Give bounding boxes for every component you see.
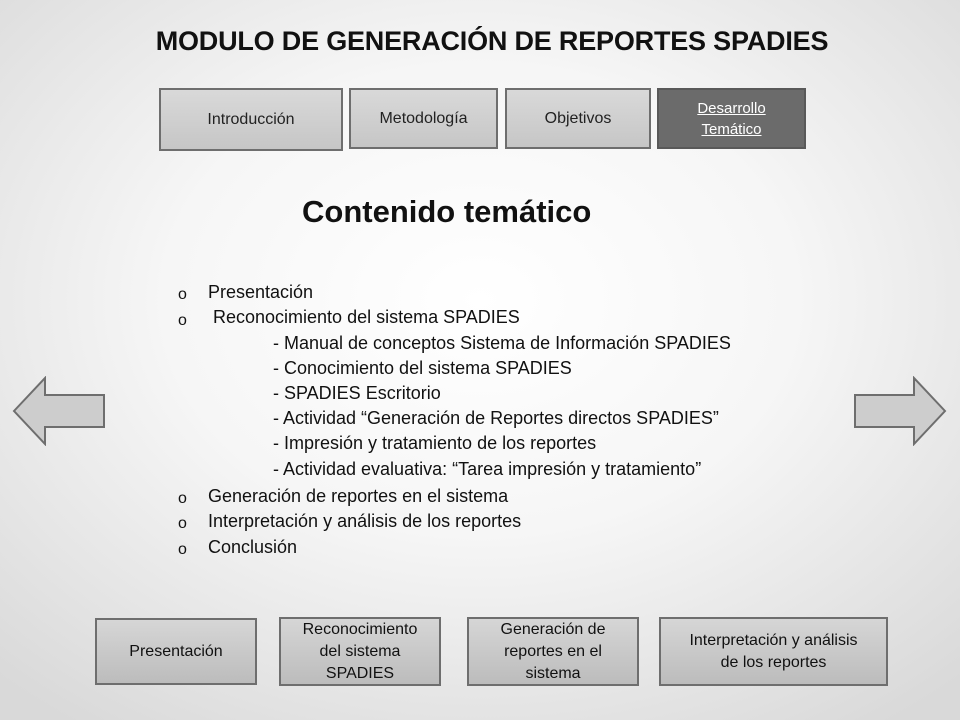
nav-button-label-line2: reportes en el: [504, 642, 602, 660]
tab-label: Objetivos: [544, 109, 612, 127]
nav-button-label-line3: sistema: [525, 664, 581, 682]
page-title: MODULO DE GENERACIÓN DE REPORTES SPADIES: [155, 26, 829, 56]
list-item: Presentación: [208, 282, 314, 302]
tab-desarrollo-tematico[interactable]: [657, 88, 806, 149]
list-subitem: - SPADIES Escritorio: [273, 383, 441, 403]
nav-button-label-line3: SPADIES: [325, 664, 395, 682]
tab-objetivos[interactable]: [505, 88, 651, 149]
list-subitem: - Actividad evaluativa: “Tarea impresión y tratamiento”: [273, 459, 702, 479]
tab-label-line2: Temático: [701, 120, 762, 138]
list-bullet: o: [178, 541, 187, 558]
nav-interpretacion-button[interactable]: [659, 617, 888, 686]
list-bullet: o: [178, 515, 187, 532]
list-item: Interpretación y análisis de los reportes: [208, 511, 522, 531]
nav-button-label: Presentación: [129, 642, 223, 660]
list-subitem: - Manual de conceptos Sistema de Información SPADIES: [273, 333, 731, 353]
list-item: Generación de reportes en el sistema: [208, 486, 509, 506]
nav-button-label-line1: Reconocimiento: [302, 620, 418, 638]
nav-button-label-line1: Interpretación y análisis: [689, 631, 858, 649]
list-item: Reconocimiento del sistema SPADIES: [208, 307, 520, 327]
tab-label: Metodología: [379, 109, 468, 127]
list-bullet: o: [178, 490, 187, 507]
arrow-left-icon[interactable]: [12, 376, 106, 446]
list-subitem: - Impresión y tratamiento de los reportes: [273, 433, 597, 453]
list-item: Conclusión: [208, 537, 298, 557]
arrow-right-icon[interactable]: [853, 376, 947, 446]
tab-introduccion[interactable]: [159, 88, 343, 151]
nav-button-label-line1: Generación de: [500, 620, 606, 638]
list-subitem: - Conocimiento del sistema SPADIES: [273, 358, 572, 378]
list-bullet: o: [178, 286, 187, 303]
nav-generacion-button[interactable]: [467, 617, 639, 686]
list-bullet: o: [178, 312, 187, 329]
section-heading: Contenido temático: [302, 194, 592, 229]
nav-button-label-line2: de los reportes: [720, 653, 827, 671]
tab-label-line1: Desarrollo: [697, 99, 766, 117]
nav-button-label-line2: del sistema: [319, 642, 401, 660]
nav-reconocimiento-button[interactable]: [279, 617, 441, 686]
list-subitem: - Actividad “Generación de Reportes directos SPADIES”: [273, 408, 719, 428]
tab-label: Introducción: [207, 110, 295, 128]
tab-metodologia[interactable]: [349, 88, 498, 149]
nav-presentacion-button[interactable]: [95, 618, 257, 685]
